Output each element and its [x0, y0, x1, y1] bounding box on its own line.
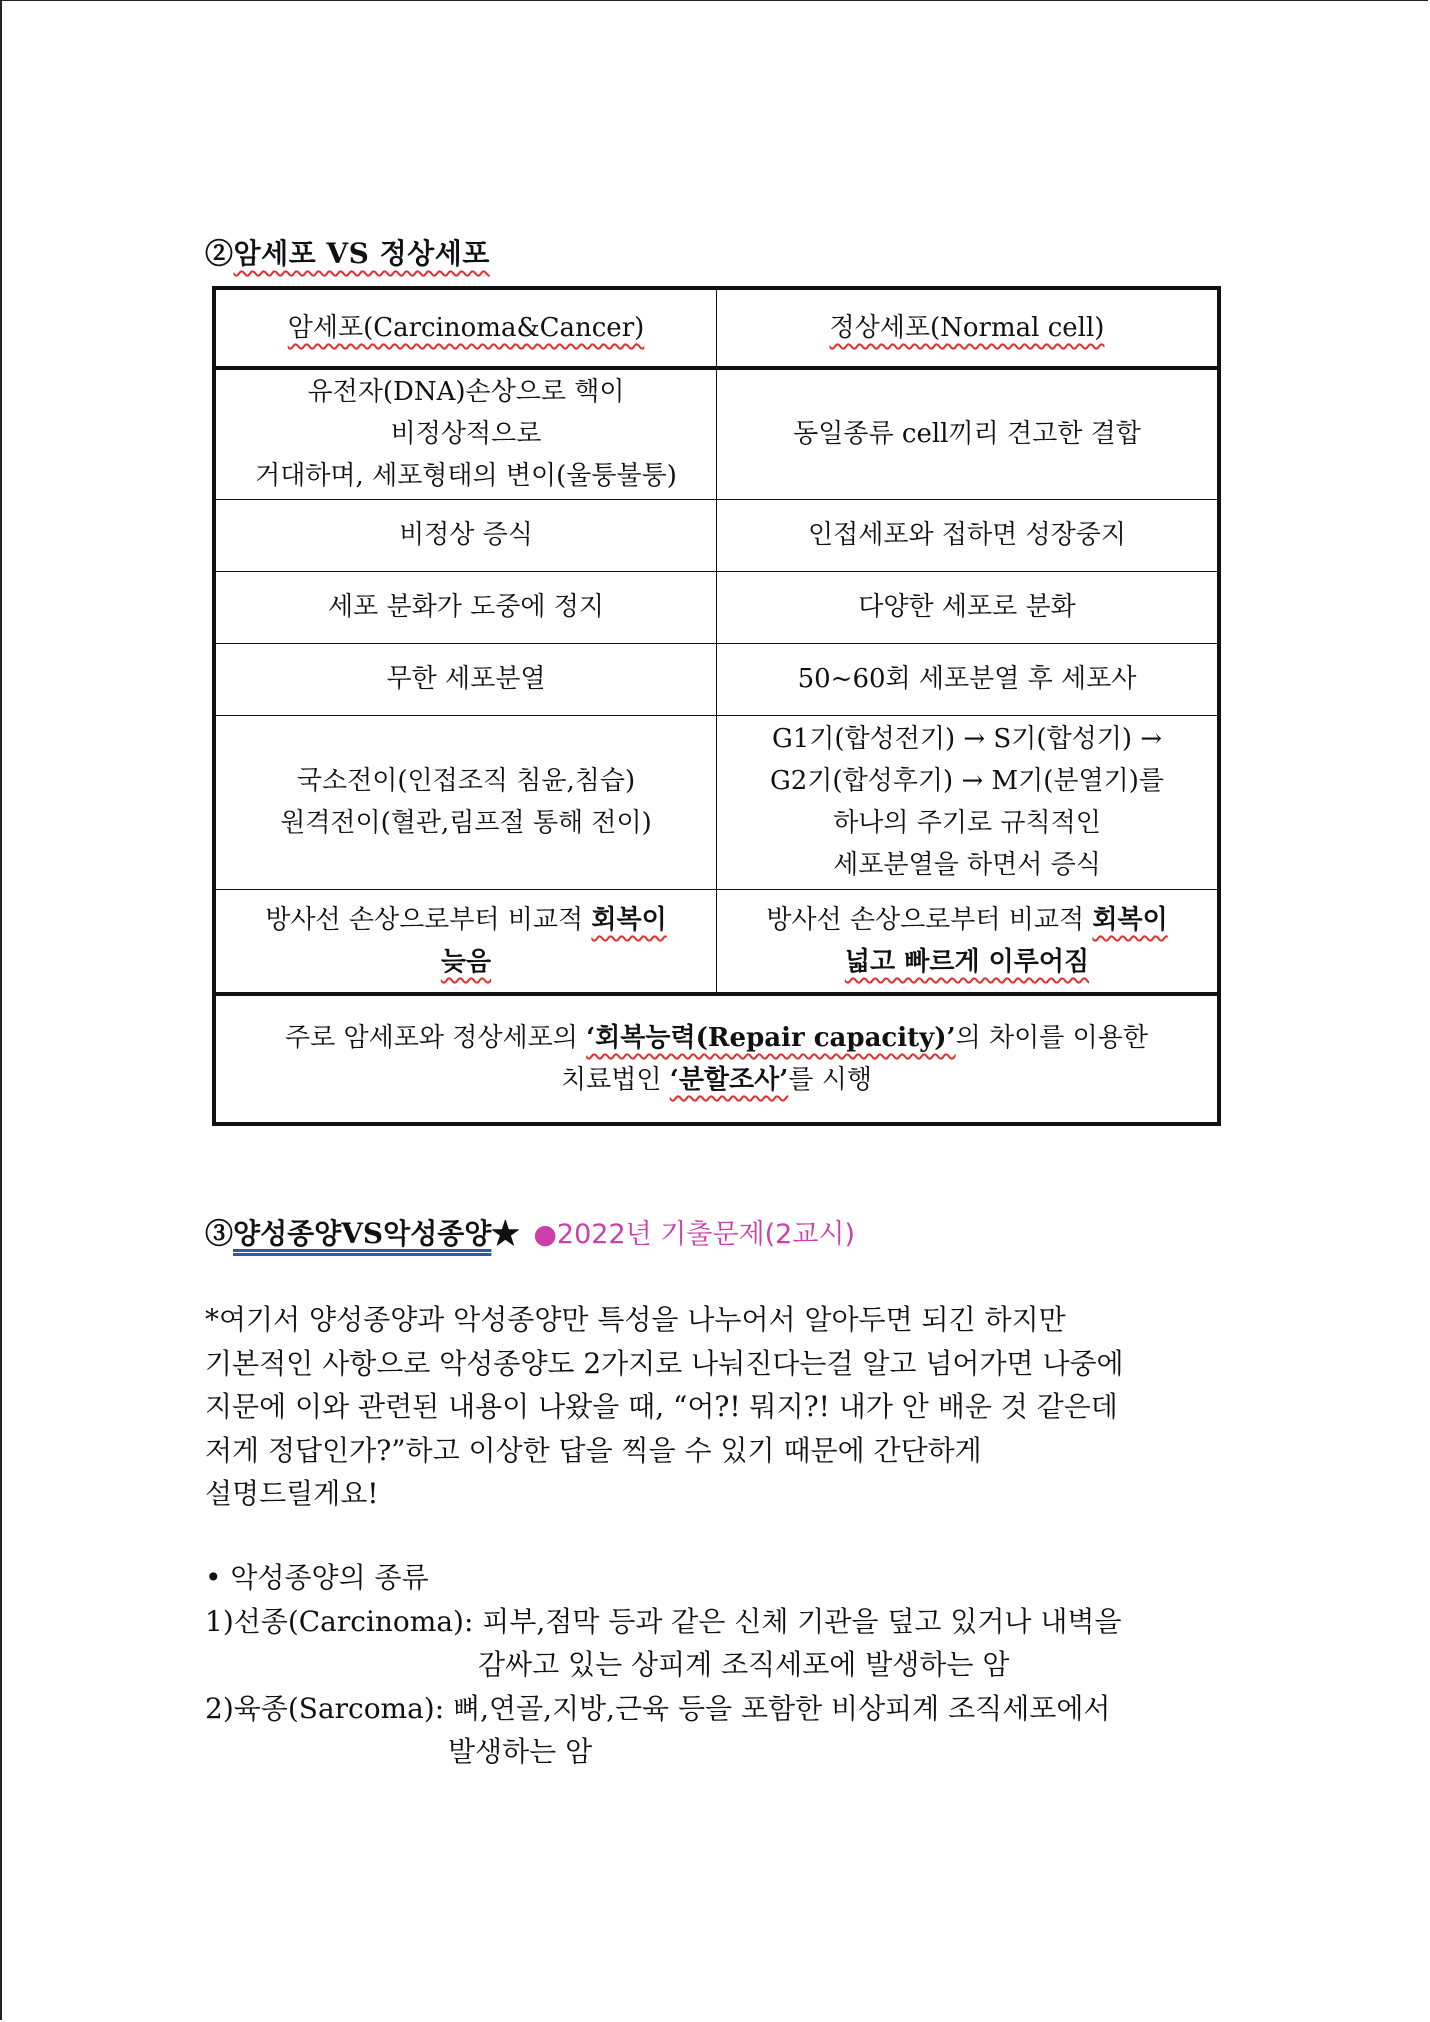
paragraph-line: 설명드릴게요! — [205, 1477, 379, 1510]
paragraph-line: 기본적인 사항으로 악성종양도 2가지로 나눠진다는걸 알고 넘어가면 나중에 — [205, 1346, 1124, 1380]
section3-title — [205, 1212, 855, 1252]
table-row — [214, 571, 1219, 643]
tumor-types-list — [205, 1556, 1122, 1774]
table-footer-cell: 주로 암세포와 정상세포의 ‘회복능력(Repair capacity)’의 차이를 이용한 치료법인 ‘분할조사’를 시행 — [214, 994, 1219, 1124]
header-normal-cell: 정상세포(Normal cell) — [717, 288, 1220, 368]
list-item-label: 1)선종(Carcinoma): — [205, 1604, 483, 1638]
cell-right: 인접세포와 접하면 성장중지 — [717, 499, 1220, 571]
header-cancer-cell: 암세포(Carcinoma&Cancer) — [214, 288, 717, 368]
cell-left: 유전자(DNA)손상으로 핵이 비정상적으로 거대하며, 세포형태의 변이(울퉁불퉁) — [214, 368, 717, 499]
cell-right: G1기(합성전기) → S기(합성기) → G2기(합성후기) → M기(분열기)를 하나의 주기로 규칙적인 세포분열을 하면서 증식 — [717, 715, 1220, 889]
table-row-radiation — [214, 889, 1219, 994]
section2-title-text: 암세포 VS 정상세포 — [233, 237, 490, 270]
cell-right: 다양한 세포로 분화 — [717, 571, 1220, 643]
list-item-continuation: 발생하는 암 — [448, 1735, 593, 1768]
table-row — [214, 643, 1219, 715]
table-header-row — [214, 288, 1219, 368]
table-row — [214, 715, 1219, 889]
paragraph-line: 지문에 이와 관련된 내용이 나왔을 때, “어?! 뭐지?! 내가 안 배운 것 같은데 — [205, 1390, 1118, 1423]
star-icon: ★ — [491, 1217, 520, 1250]
cell-right: 50~60회 세포분열 후 세포사 — [717, 643, 1220, 715]
section3-number: ③ — [205, 1217, 234, 1250]
table-row — [214, 368, 1219, 499]
table-row — [214, 499, 1219, 571]
cell-left: 비정상 증식 — [214, 499, 717, 571]
explanation-paragraph — [205, 1298, 1215, 1516]
cell-right: 동일종류 cell끼리 견고한 결합 — [717, 368, 1220, 499]
cell-left: 무한 세포분열 — [214, 643, 717, 715]
cell-right: 방사선 손상으로부터 비교적 회복이 넓고 빠르게 이루어짐 — [717, 889, 1220, 994]
cell-left: 세포 분화가 도중에 정지 — [214, 571, 717, 643]
list-item: 1)선종(Carcinoma): 피부,점막 등과 같은 신체 기관을 덮고 있거나 내벽을 — [205, 1604, 1122, 1638]
comparison-table — [212, 286, 1221, 1126]
list-heading: • 악성종양의 종류 — [205, 1561, 429, 1594]
section3-title-text: 양성종양VS악성종양 — [233, 1217, 492, 1250]
section2-number: ② — [205, 237, 234, 270]
cell-left: 국소전이(인접조직 침윤,침습) 원격전이(혈관,림프절 통해 전이) — [214, 715, 717, 889]
exam-badge: ●2022년 기출문제(2교시) — [533, 1219, 856, 1250]
paragraph-line: 저게 정답인가?”하고 이상한 답을 찍을 수 있기 때문에 간단하게 — [205, 1433, 982, 1467]
paragraph-line: *여기서 양성종양과 악성종양만 특성을 나누어서 알아두면 되긴 하지만 — [205, 1303, 1066, 1336]
section2-title — [205, 232, 490, 272]
cell-left: 방사선 손상으로부터 비교적 회복이 늦음 — [214, 889, 717, 994]
list-item-continuation: 감싸고 있는 상피계 조직세포에 발생하는 암 — [478, 1648, 1010, 1681]
list-item: 2)육종(Sarcoma): 뼈,연골,지방,근육 등을 포함한 비상피계 조직세포에서 — [205, 1691, 1111, 1725]
table-footer-row — [214, 994, 1219, 1124]
list-item-label: 2)육종(Sarcoma): — [205, 1691, 454, 1725]
